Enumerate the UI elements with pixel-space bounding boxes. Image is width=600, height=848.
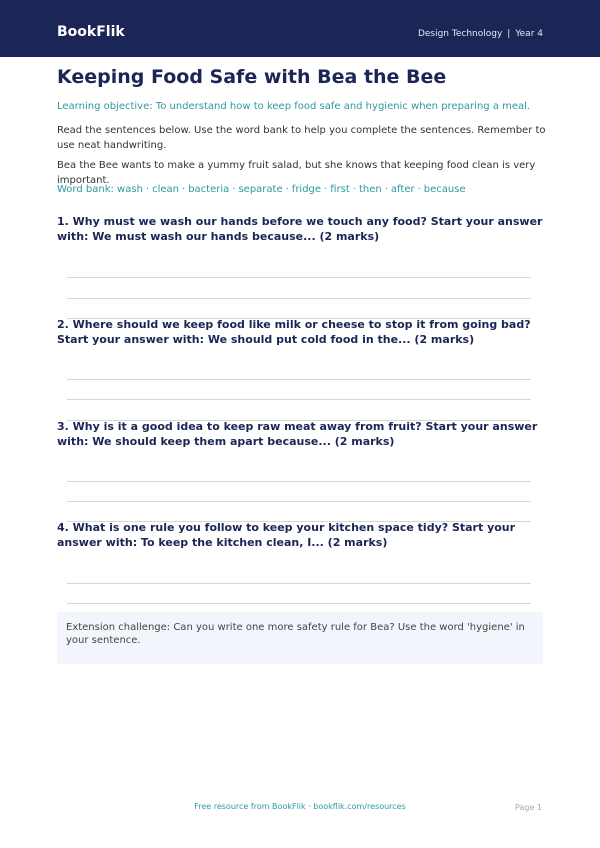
brand-logo: BookFlik (57, 24, 125, 40)
question-3: 3. Why is it a good idea to keep raw meat away from fruit? Start your answer with: We should keep them apart because... (2 marks) (57, 420, 538, 448)
answer-line-4b[interactable] (67, 603, 531, 604)
word-separator: · (285, 184, 289, 195)
page-title: Keeping Food Safe with Bea the Bee (57, 66, 447, 88)
word-bank-word: clean (152, 184, 179, 195)
word-bank-word: separate (238, 184, 283, 195)
instructions-text: Read the sentences below. Use the word bank to help you complete the sentences. Remember to use neat handwriting. (57, 125, 546, 151)
word-bank-word: because (423, 184, 466, 195)
word-bank-word: fridge (291, 184, 322, 195)
word-separator: · (417, 184, 421, 195)
word-bank-word: then (358, 184, 382, 195)
question-1: 1. Why must we wash our hands before we touch any food? Start your answer with: We must wash our hands because... (2 marks) (57, 215, 543, 243)
learning-objective: Learning objective: To understand how to keep food safe and hygienic when preparing a meal. (57, 101, 531, 112)
answer-line-2a[interactable] (67, 379, 531, 380)
answer-line-4a[interactable] (67, 583, 531, 584)
word-bank-word: first (330, 184, 350, 195)
extension-text: Extension challenge: Can you write one more safety rule for Bea? Use the word 'hygiene' in your sentence. (66, 622, 525, 646)
word-bank-word: bacteria (188, 184, 230, 195)
header-meta (418, 28, 543, 40)
answer-line-1b[interactable] (67, 298, 531, 299)
extension-panel (57, 612, 543, 664)
year-label: Year 4 (515, 29, 543, 39)
page-number: Page 1 (515, 803, 542, 812)
question-4: 4. What is one rule you follow to keep your kitchen space tidy? Start your answer with: To keep the kitchen clean, I... (2 marks) (57, 521, 516, 549)
word-bank-word: after (390, 184, 415, 195)
footer-credit: Free resource from BookFlik · bookflik.com/resources (194, 802, 406, 811)
word-bank-label: Word bank: (57, 184, 114, 195)
word-bank-word: wash (117, 184, 143, 195)
word-separator: · (145, 184, 150, 195)
word-separator: · (352, 184, 356, 195)
header-separator: | (507, 29, 511, 39)
answer-line-3b[interactable] (67, 501, 531, 502)
answer-line-1a[interactable] (67, 277, 531, 278)
word-separator: · (324, 184, 328, 195)
word-separator: · (232, 184, 236, 195)
context-text: Bea the Bee wants to make a yummy fruit salad, but she knows that keeping food clean is very important. (57, 160, 536, 186)
word-bank (57, 183, 547, 196)
subject-label: Design Technology (417, 29, 503, 39)
word-separator: · (384, 184, 388, 195)
question-2: 2. Where should we keep food like milk or cheese to stop it from going bad? Start your answer with: We should put cold food in the... (2 marks) (57, 318, 531, 346)
header-bar (0, 0, 600, 57)
answer-line-3a[interactable] (67, 481, 531, 482)
word-separator: · (182, 184, 186, 195)
answer-line-2b[interactable] (67, 399, 531, 400)
